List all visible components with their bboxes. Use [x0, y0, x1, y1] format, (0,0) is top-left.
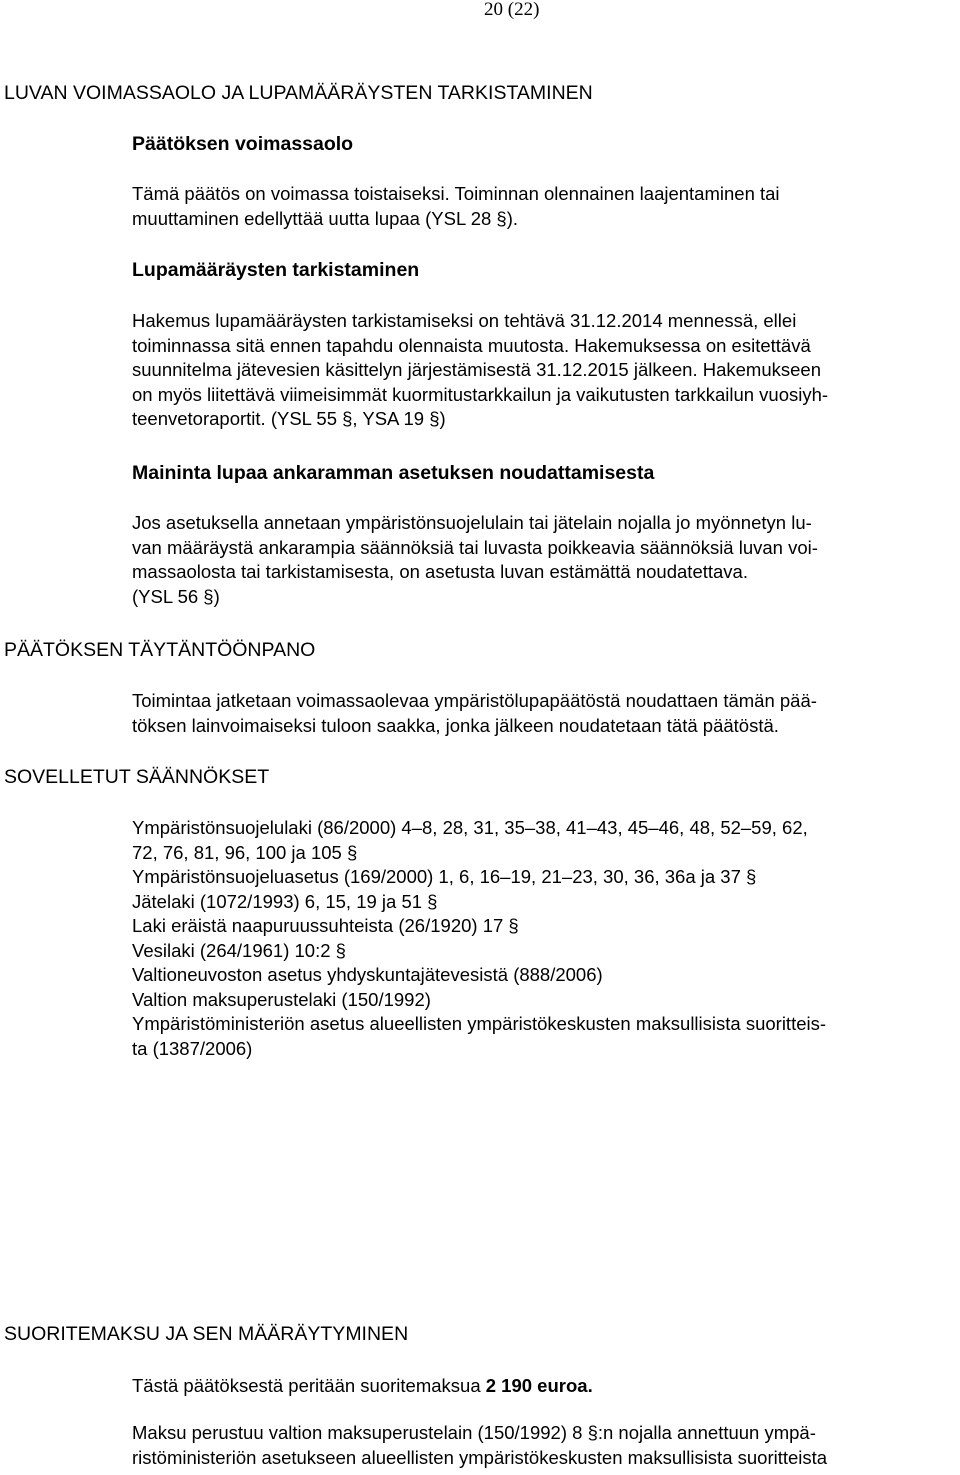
text-line: Toimintaa jatketaan voimassaolevaa ympäristölupapäätöstä noudattaen tämän pää- [132, 690, 817, 711]
decision-validity-title: Päätöksen voimassaolo [132, 133, 354, 155]
fee-amount: 2 190 euroa. [485, 1375, 593, 1396]
fee-line [132, 1374, 940, 1399]
fee-label: Tästä päätöksestä peritään suoritemaksua [132, 1375, 486, 1396]
text-line: (YSL 56 §) [132, 585, 220, 607]
law-reference: Valtioneuvoston asetus yhdyskuntajätevesistä (888/2006) [132, 964, 603, 985]
law-reference: Jätelaki (1072/1993) 6, 15, 19 ja 51 § [132, 890, 438, 912]
text-line: toiminnassa sitä ennen tapahdu olennaista muutosta. Hakemuksessa on esitettävä [132, 334, 811, 356]
applied-rules-list [132, 816, 940, 1061]
text-line: muuttaminen edellyttää uutta lupaa (YSL 28 §). [132, 207, 518, 229]
text-line: ristöministeriön asetukseen alueellisten ympäristökeskusten maksullisista suoritteista [132, 1446, 828, 1468]
enforcement-heading: PÄÄTÖKSEN TÄYTÄNTÖÖNPANO [4, 639, 316, 661]
text-line: suunnitelma jätevesien käsittelyn järjestämisestä 31.12.2015 jälkeen. Hakemukseen [132, 359, 821, 380]
law-reference: Laki eräistä naapuruussuhteista (26/1920) 17 § [132, 915, 519, 936]
text-line: Maksu perustuu valtion maksuperustelain (150/1992) 8 §:n nojalla annettuun ympä- [132, 1422, 816, 1443]
text-line: Hakemus lupamääräysten tarkistamiseksi on tehtävä 31.12.2014 mennessä, ellei [132, 310, 797, 331]
text-line: massaolosta tai tarkistamisesta, on asetusta luvan estämättä noudatettava. [132, 561, 748, 582]
page-number: 20 (22) [484, 0, 540, 20]
stricter-regulation-text [132, 511, 940, 609]
permit-review-text [132, 309, 940, 432]
enforcement-text [132, 689, 940, 738]
text-line: töksen lainvoimaiseksi tuloon saakka, jonka jälkeen noudatetaan tätä päätöstä. [132, 714, 779, 736]
text-line: Tämä päätös on voimassa toistaiseksi. Toiminnan olennainen laajentaminen tai [132, 183, 780, 204]
text-line: on myös liitettävä viimeisimmät kuormitustarkkailun ja vaikutusten tarkkailun vuosiyh- [132, 383, 829, 405]
decision-validity-text [132, 182, 940, 231]
law-reference: Vesilaki (264/1961) 10:2 § [132, 939, 346, 961]
stricter-regulation-title: Maininta lupaa ankaramman asetuksen noudattamisesta [132, 462, 655, 484]
law-reference: ta (1387/2006) [132, 1037, 253, 1059]
text-line: Jos asetuksella annetaan ympäristönsuojelulain tai jätelain nojalla jo myönnetyn lu- [132, 512, 812, 533]
law-reference: Valtion maksuperustelaki (150/1992) [132, 988, 431, 1010]
fee-heading: SUORITEMAKSU JA SEN MÄÄRÄYTYMINEN [4, 1323, 409, 1345]
fee-text [132, 1374, 940, 1399]
law-reference: Ympäristönsuojeluasetus (169/2000) 1, 6, 16–19, 21–23, 30, 36, 36a ja 37 § [132, 866, 757, 887]
law-reference: Ympäristöministeriön asetus alueellisten ympäristökeskusten maksullisista suoritteis- [132, 1013, 827, 1034]
law-reference: Ympäristönsuojelulaki (86/2000) 4–8, 28, 31, 35–38, 41–43, 45–46, 48, 52–59, 62, [132, 817, 808, 838]
fee-basis-text [132, 1421, 940, 1470]
permit-review-title: Lupamääräysten tarkistaminen [132, 259, 420, 281]
applied-rules-heading: SOVELLETUT SÄÄNNÖKSET [4, 766, 270, 788]
law-reference: 72, 76, 81, 96, 100 ja 105 § [132, 841, 358, 863]
text-line: teenvetoraportit. (YSL 55 §, YSA 19 §) [132, 408, 446, 429]
text-line: van määräystä ankarampia säännöksiä tai luvasta poikkeavia säännöksiä luvan voi- [132, 536, 818, 558]
validity-heading: LUVAN VOIMASSAOLO JA LUPAMÄÄRÄYSTEN TARKISTAMINEN [4, 82, 593, 104]
